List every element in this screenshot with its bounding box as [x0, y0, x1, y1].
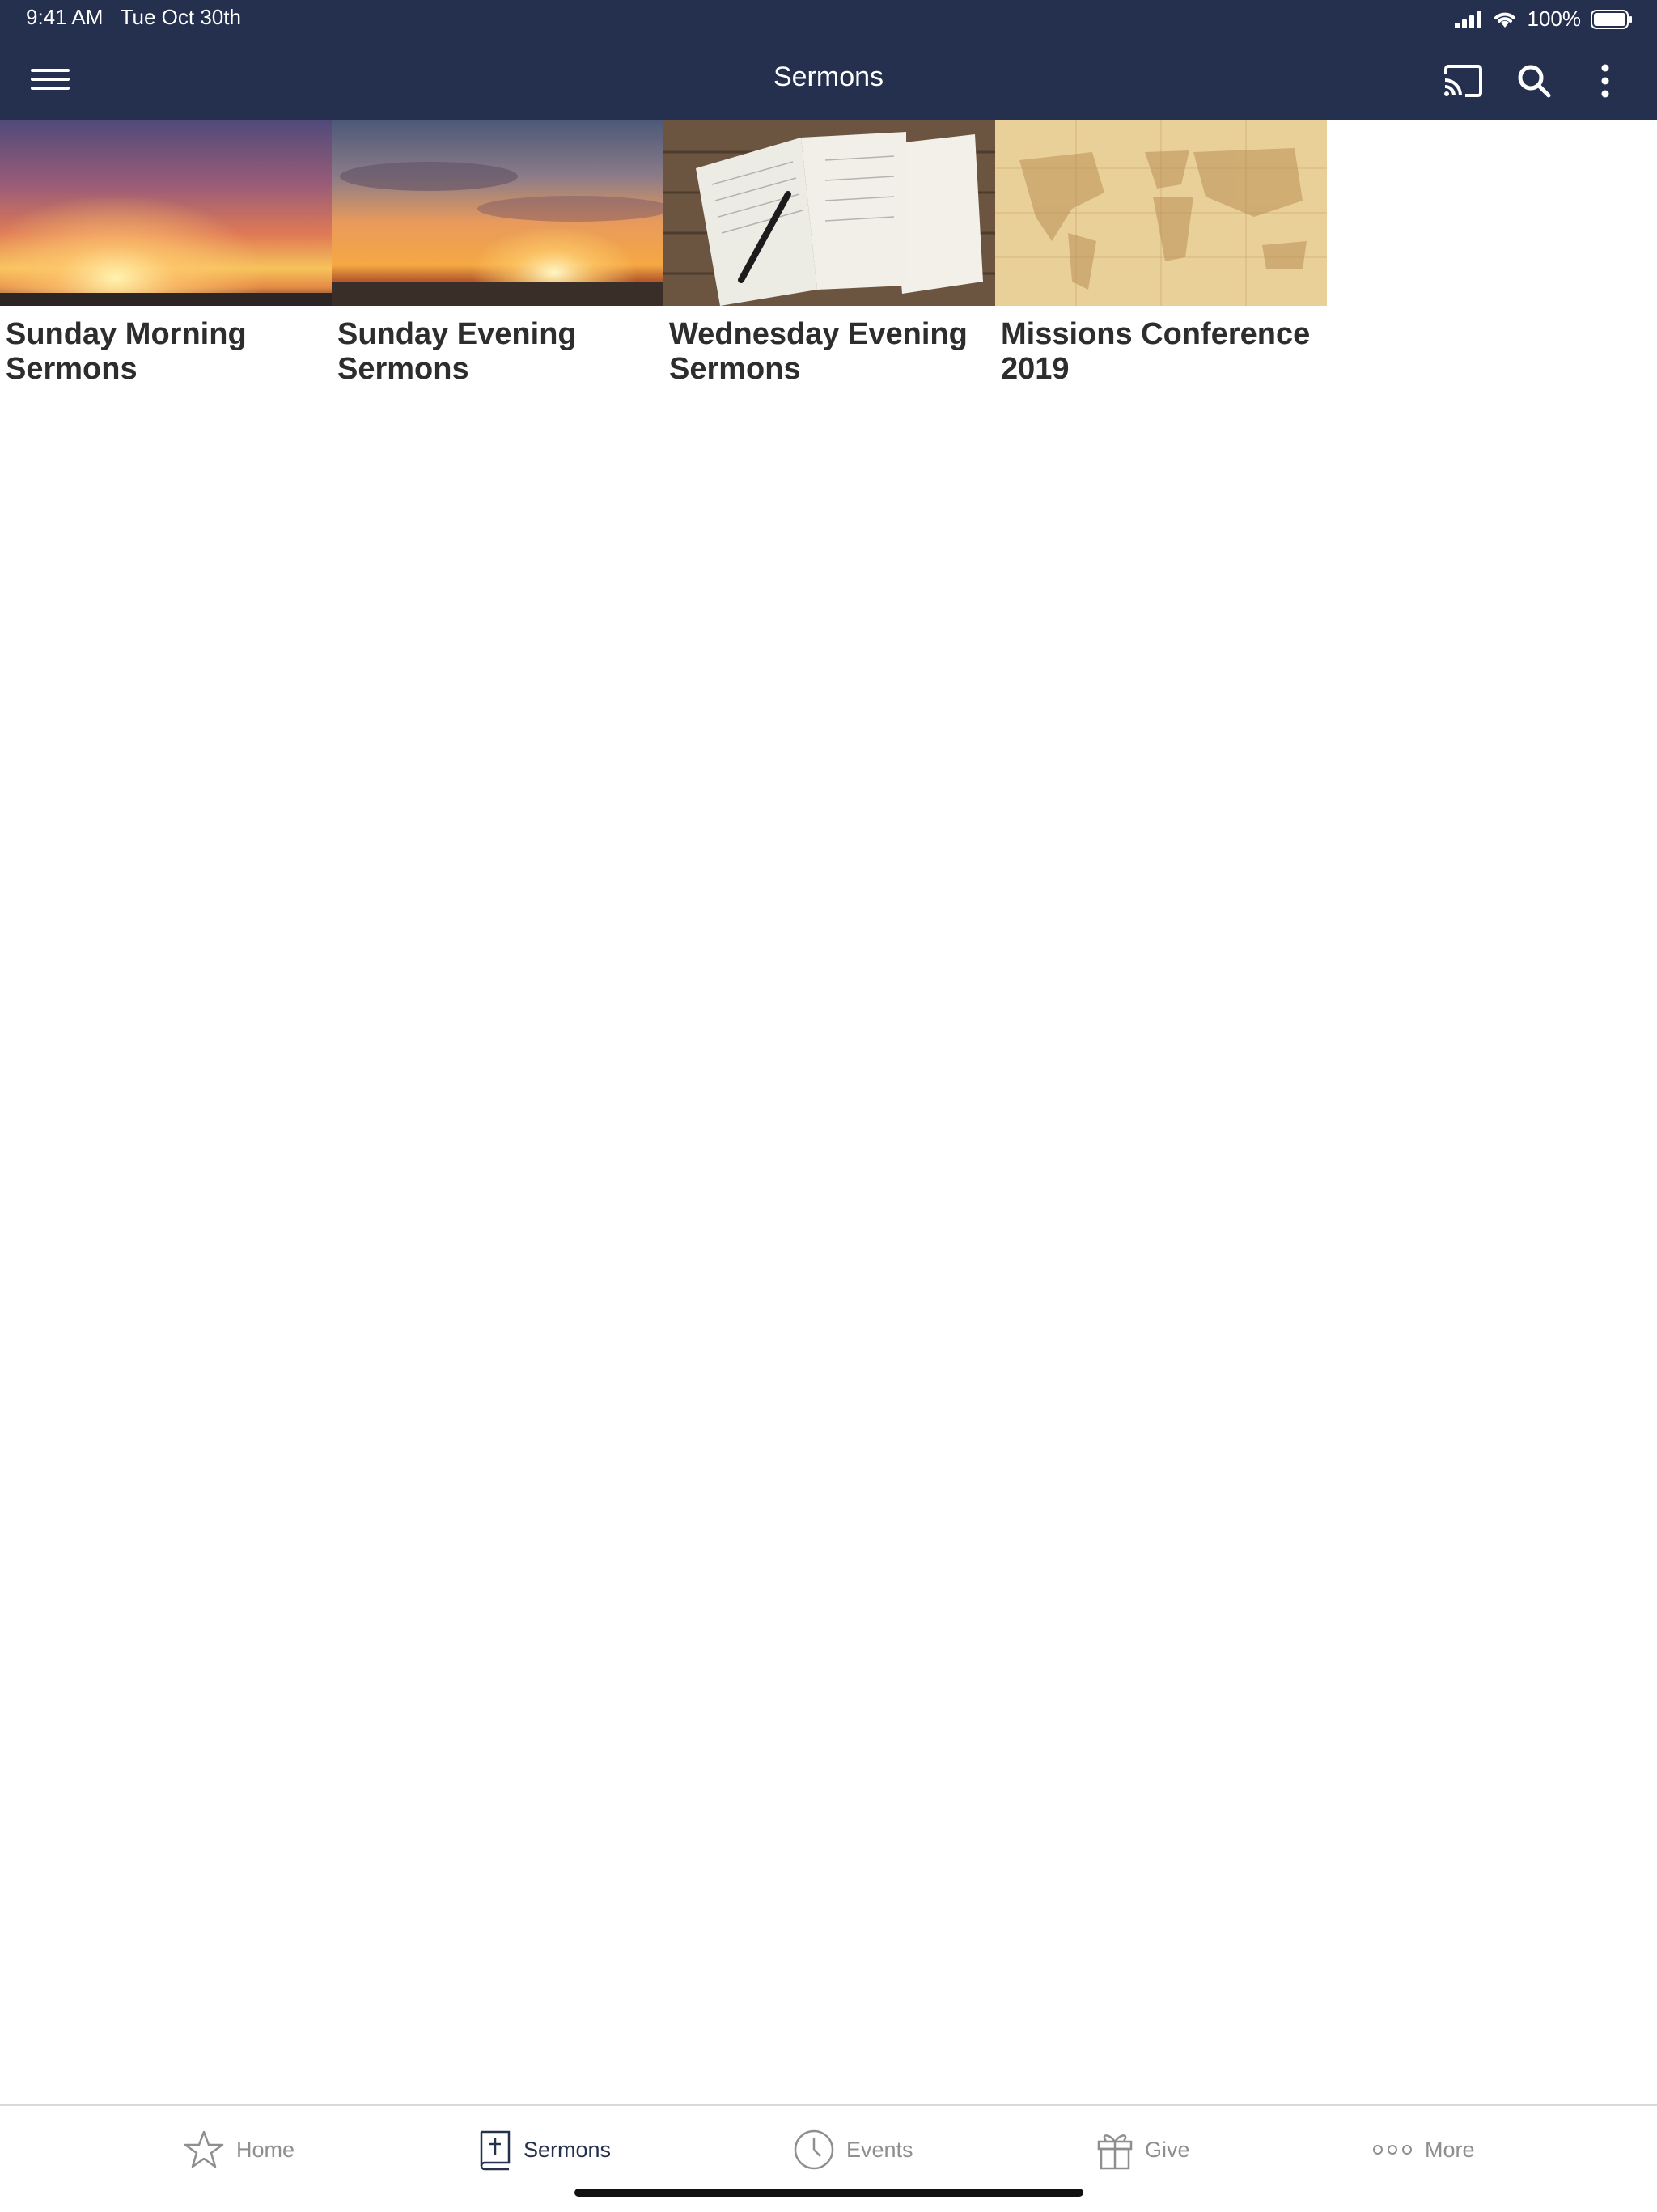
battery-percentage: 100%	[1527, 6, 1581, 31]
battery-icon	[1591, 9, 1633, 30]
sermon-category-grid	[0, 120, 1327, 387]
app-bar	[0, 0, 1657, 120]
search-icon[interactable]	[1511, 58, 1557, 104]
category-card-missions-conference[interactable]	[995, 120, 1327, 387]
category-card-sunday-evening[interactable]	[332, 120, 663, 387]
home-indicator[interactable]	[574, 2189, 1083, 2197]
tab-label: Events	[846, 2137, 913, 2162]
tab-label: Give	[1145, 2137, 1190, 2162]
wifi-icon	[1492, 10, 1518, 29]
status-date: Tue Oct 30th	[120, 5, 241, 29]
category-title: Wednesday Evening Sermons	[669, 317, 968, 386]
category-title: Sunday Evening Sermons	[337, 317, 577, 386]
page-title: Sermons	[773, 61, 884, 92]
category-title: Sunday Morning Sermons	[6, 317, 247, 386]
category-card-sunday-morning[interactable]	[0, 120, 332, 387]
sunset-ocean-image	[332, 120, 663, 306]
tab-more[interactable]	[1371, 2125, 1475, 2174]
status-time: 9:41 AM	[26, 5, 104, 29]
tab-label: Sermons	[523, 2137, 612, 2162]
tab-home[interactable]	[183, 2125, 295, 2174]
tab-label: More	[1425, 2137, 1475, 2162]
tab-sermons[interactable]	[477, 2125, 611, 2174]
category-title: Missions Conference 2019	[1001, 317, 1311, 386]
status-bar-right	[1455, 6, 1634, 32]
star-icon	[183, 2129, 225, 2170]
status-bar-left	[26, 5, 241, 30]
dots-icon	[1371, 2143, 1413, 2156]
open-bible-with-pen-image	[663, 120, 995, 306]
gift-icon	[1096, 2129, 1134, 2171]
tab-label: Home	[236, 2137, 295, 2162]
cast-icon[interactable]	[1440, 58, 1485, 104]
overflow-menu-icon[interactable]	[1583, 58, 1628, 104]
vintage-world-map-image	[995, 120, 1327, 306]
category-card-wednesday-evening[interactable]	[663, 120, 995, 387]
bible-icon	[477, 2129, 512, 2171]
cellular-signal-icon	[1455, 11, 1482, 28]
sunrise-sky-image	[0, 120, 332, 306]
tab-give[interactable]	[1096, 2125, 1190, 2174]
tab-events[interactable]	[793, 2125, 913, 2174]
clock-icon	[793, 2129, 835, 2171]
